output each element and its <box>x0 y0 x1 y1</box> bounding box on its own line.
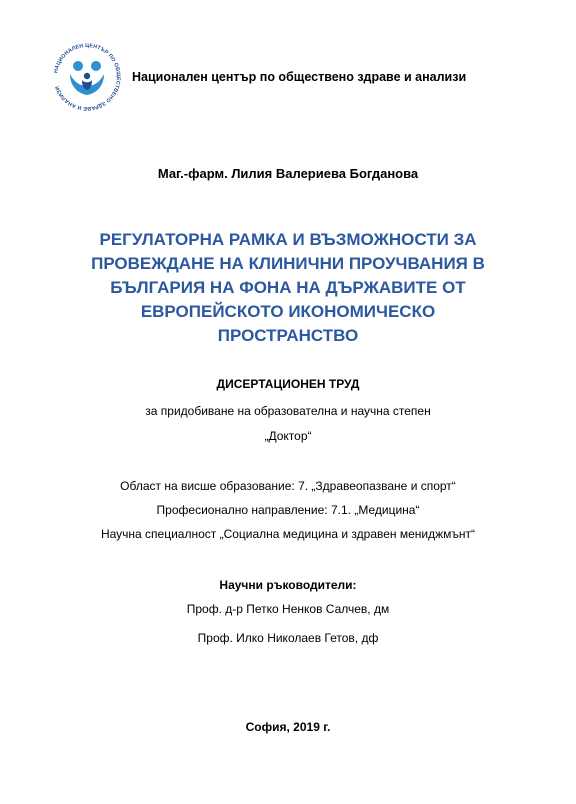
dissertation-title <box>40 228 536 348</box>
institution-logo <box>48 38 126 116</box>
header <box>48 38 466 116</box>
supervisor-second: Проф. Илко Николаев Гетов, дф <box>197 631 379 645</box>
supervisors-heading: Научни ръководители: <box>219 578 357 592</box>
education-area: Област на висше образование: 7. „Здравеопазване и спорт“ <box>120 479 456 493</box>
author-name: Маг.-фарм. Лилия Валериева Богданова <box>157 166 419 181</box>
supervisor-first: Проф. д-р Петко Ненков Салчев, дм <box>186 602 390 616</box>
title-line: ПРОВЕЖДАНЕ НА КЛИНИЧНИ ПРОУЧВАНИЯ В <box>91 254 485 273</box>
title-line: БЪЛГАРИЯ НА ФОНА НА ДЪРЖАВИТЕ ОТ <box>110 278 466 297</box>
place-and-year: София, 2019 г. <box>245 720 331 734</box>
work-purpose: за придобиване на образователна и научна степен <box>145 404 431 418</box>
family-emblem-icon <box>48 38 126 116</box>
title-line: РЕГУЛАТОРНА РАМКА И ВЪЗМОЖНОСТИ ЗА <box>99 230 477 249</box>
scientific-specialty: Научна специалност „Социална медицина и здравен мениджмънт“ <box>100 527 476 541</box>
degree-name: „Доктор“ <box>264 429 312 443</box>
professional-direction: Професионално направление: 7.1. „Медицина“ <box>156 503 420 517</box>
title-line: ЕВРОПЕЙСКОТО ИКОНОМИЧЕСКО <box>140 302 436 321</box>
work-type: ДИСЕРТАЦИОНЕН ТРУД <box>216 377 360 391</box>
title-line: ПРОСТРАНСТВО <box>217 326 359 345</box>
institution-name: Национален център по обществено здраве и анализи <box>132 70 467 84</box>
svg-text:НАЦИОНАЛЕН ЦЕНТЪР ПО ОБЩЕСТВЕН: НАЦИОНАЛЕН ЦЕНТЪР ПО ОБЩЕСТВЕНО ЗДРАВЕ И АНАЛИЗИ <box>53 42 122 112</box>
